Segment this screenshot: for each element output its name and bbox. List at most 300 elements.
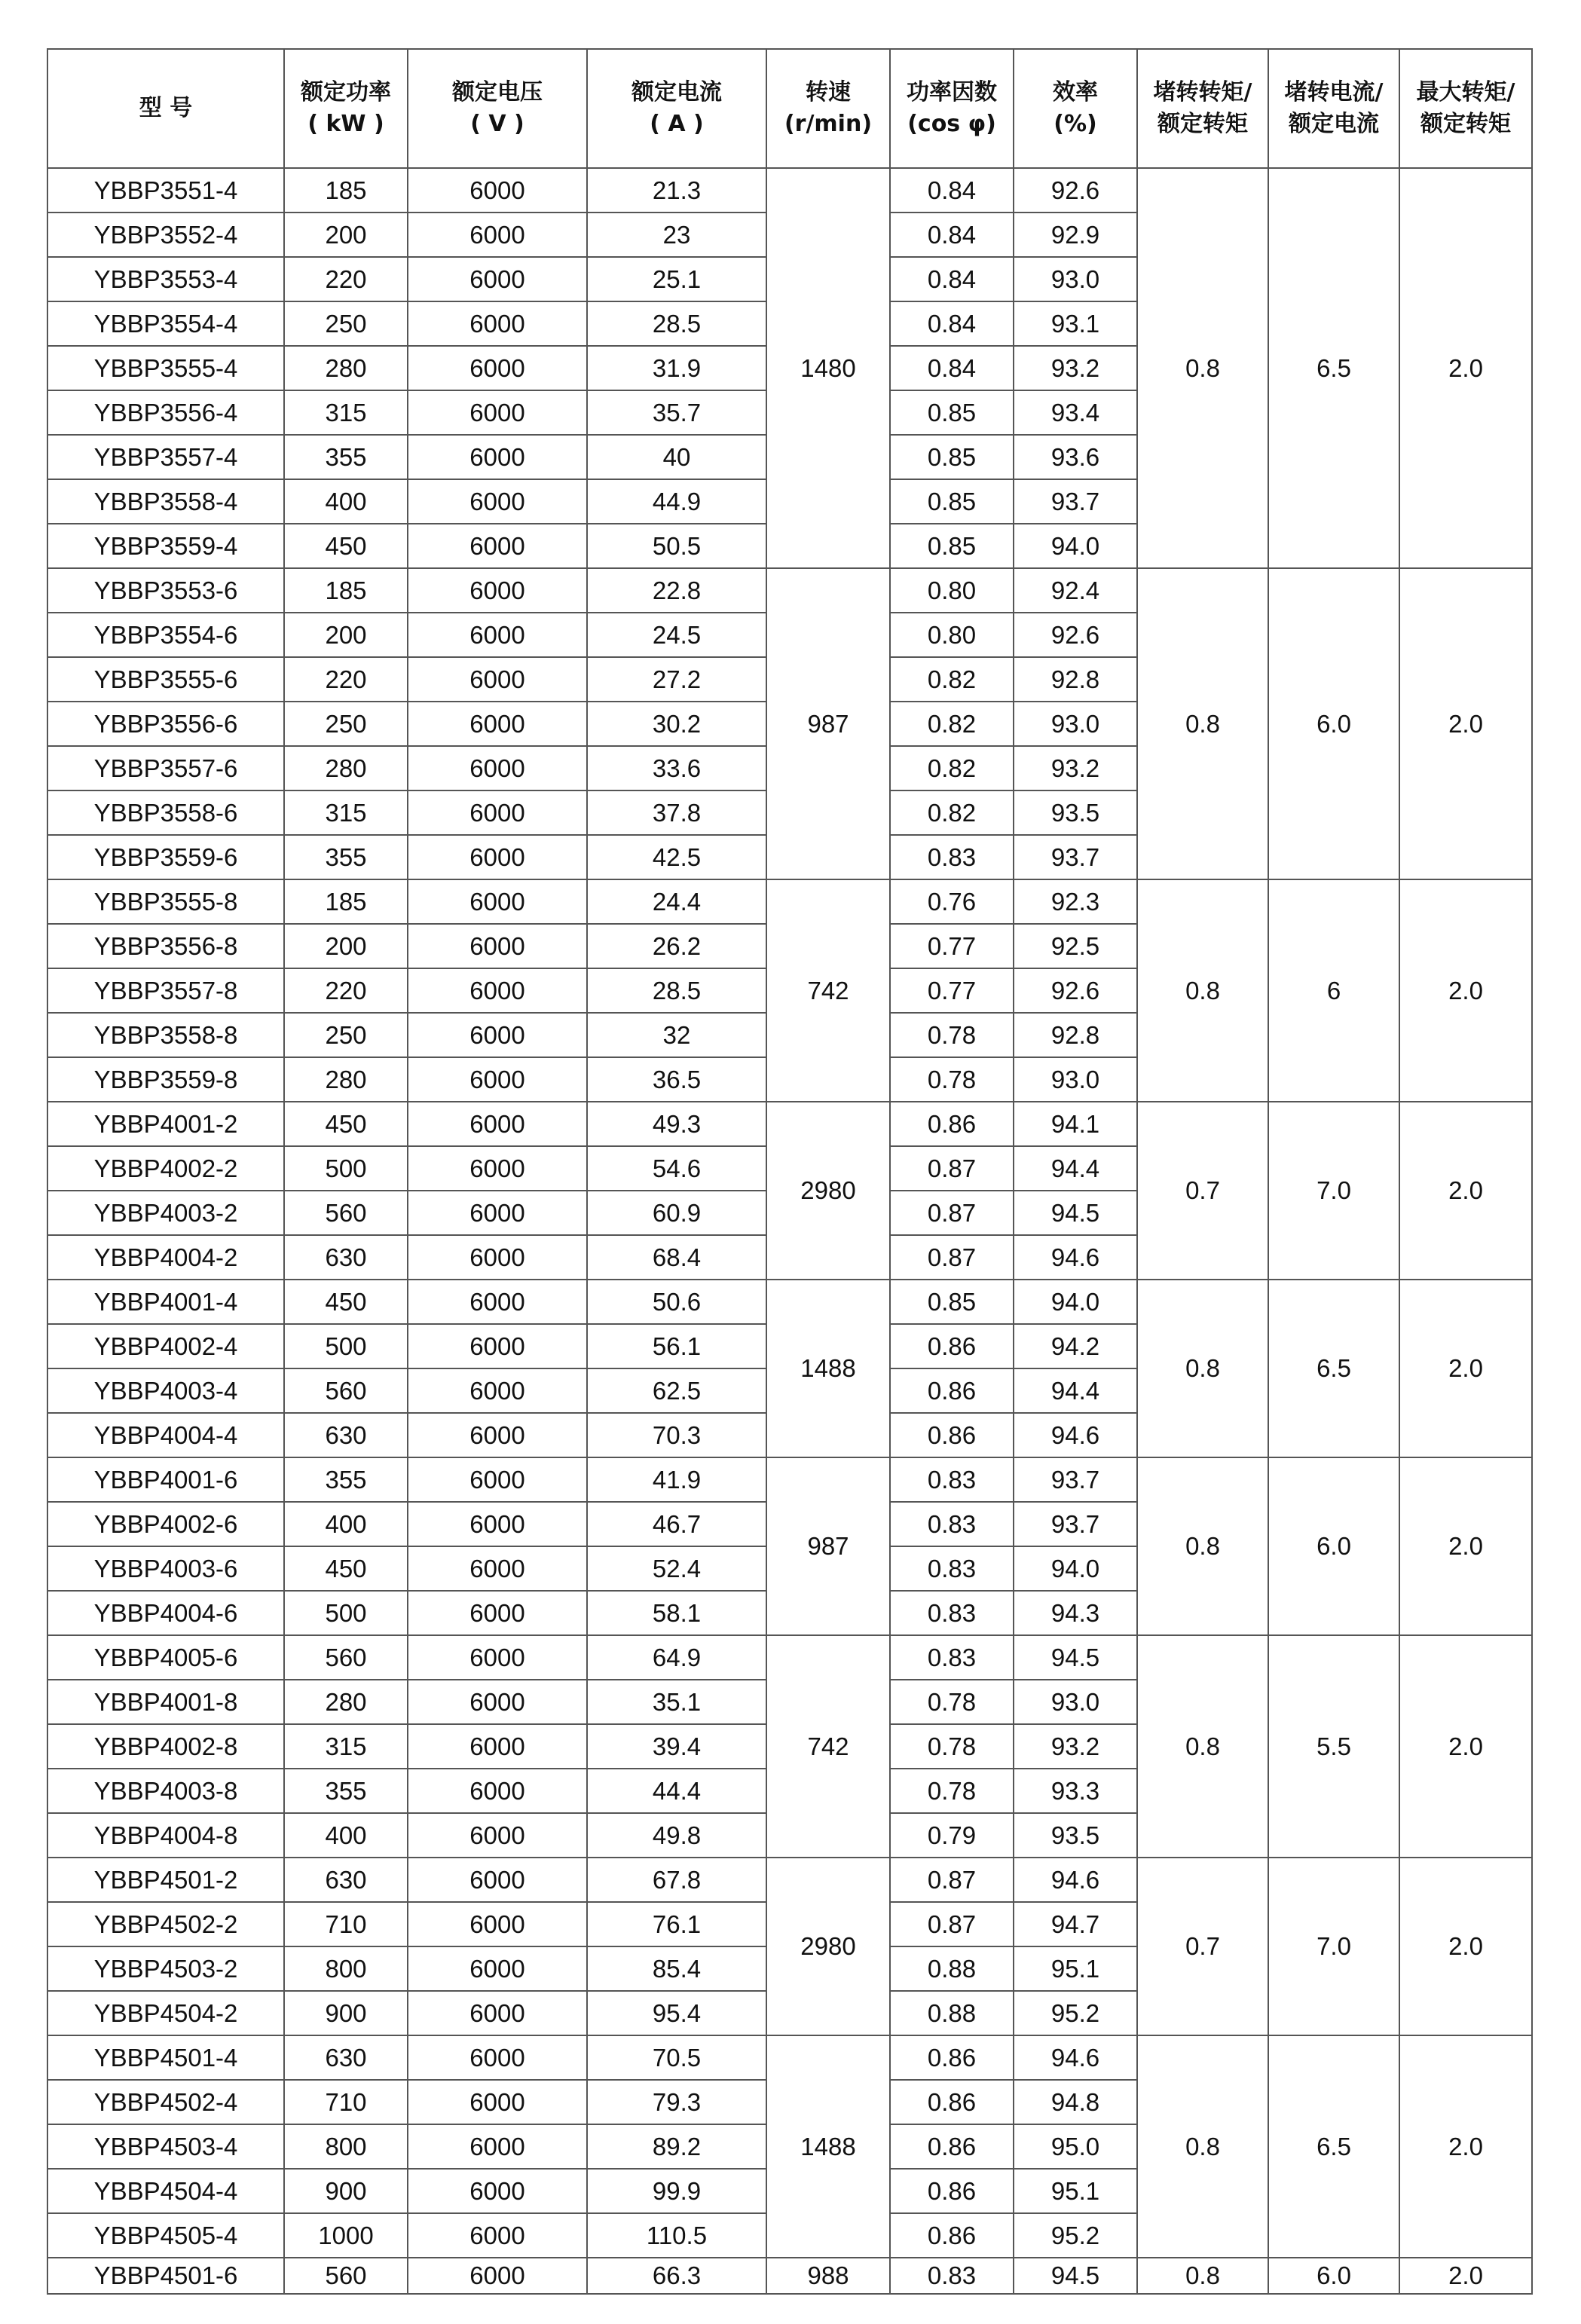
current-cell: 24.4 [587,879,766,924]
voltage-cell: 6000 [408,1146,587,1191]
model-cell: YBBP3558-8 [47,1013,284,1057]
header-cell-speed: 转速 (r/min) [766,49,890,168]
voltage-cell: 6000 [408,1946,587,1991]
power-cell: 185 [284,568,408,613]
voltage-cell: 6000 [408,346,587,390]
power-factor-cell: 0.80 [890,568,1014,613]
locked-current-ratio-cell: 6.0 [1268,568,1399,879]
power-cell: 450 [284,524,408,568]
power-factor-cell: 0.85 [890,524,1014,568]
efficiency-cell: 94.5 [1014,2258,1137,2294]
efficiency-cell: 92.3 [1014,879,1137,924]
current-cell: 37.8 [587,790,766,835]
current-cell: 33.6 [587,746,766,790]
voltage-cell: 6000 [408,702,587,746]
model-cell: YBBP4004-6 [47,1591,284,1635]
voltage-cell: 6000 [408,524,587,568]
current-cell: 50.5 [587,524,766,568]
efficiency-cell: 92.5 [1014,924,1137,968]
model-cell: YBBP3554-6 [47,613,284,657]
efficiency-cell: 94.6 [1014,1858,1137,1902]
power-factor-cell: 0.87 [890,1191,1014,1235]
voltage-cell: 6000 [408,1724,587,1769]
header-cell-locked-current-ratio: 堵转电流/ 额定电流 [1268,49,1399,168]
power-factor-cell: 0.84 [890,213,1014,257]
model-cell: YBBP4501-2 [47,1858,284,1902]
table-row [47,2035,1532,2080]
power-factor-cell: 0.84 [890,301,1014,346]
model-cell: YBBP3555-4 [47,346,284,390]
voltage-cell: 6000 [408,213,587,257]
model-cell: YBBP4002-6 [47,1502,284,1546]
power-factor-cell: 0.80 [890,613,1014,657]
current-cell: 95.4 [587,1991,766,2035]
power-factor-cell: 0.87 [890,1858,1014,1902]
voltage-cell: 6000 [408,1591,587,1635]
speed-cell: 2980 [766,1858,890,2035]
max-torque-ratio-cell: 2.0 [1399,1858,1532,2035]
current-cell: 46.7 [587,1502,766,1546]
power-cell: 400 [284,1813,408,1858]
max-torque-ratio-cell: 2.0 [1399,168,1532,568]
efficiency-cell: 92.6 [1014,613,1137,657]
voltage-cell: 6000 [408,1013,587,1057]
efficiency-cell: 93.4 [1014,390,1137,435]
power-cell: 355 [284,1769,408,1813]
voltage-cell: 6000 [408,1858,587,1902]
spec-sheet [47,48,1531,2295]
voltage-cell: 6000 [408,390,587,435]
efficiency-cell: 95.0 [1014,2124,1137,2169]
efficiency-cell: 93.1 [1014,301,1137,346]
model-cell: YBBP4504-4 [47,2169,284,2213]
model-cell: YBBP4005-6 [47,1635,284,1680]
speed-cell: 1488 [766,1280,890,1457]
power-factor-cell: 0.84 [890,257,1014,301]
model-cell: YBBP3559-6 [47,835,284,879]
locked-torque-ratio-cell: 0.8 [1137,168,1268,568]
efficiency-cell: 92.6 [1014,168,1137,213]
model-cell: YBBP4504-2 [47,1991,284,2035]
efficiency-cell: 94.5 [1014,1635,1137,1680]
power-cell: 280 [284,346,408,390]
power-factor-cell: 0.82 [890,657,1014,702]
power-factor-cell: 0.85 [890,1280,1014,1324]
power-factor-cell: 0.79 [890,1813,1014,1858]
max-torque-ratio-cell: 2.0 [1399,568,1532,879]
voltage-cell: 6000 [408,790,587,835]
efficiency-cell: 93.5 [1014,790,1137,835]
voltage-cell: 6000 [408,1057,587,1102]
current-cell: 36.5 [587,1057,766,1102]
power-cell: 800 [284,2124,408,2169]
current-cell: 60.9 [587,1191,766,1235]
current-cell: 24.5 [587,613,766,657]
current-cell: 26.2 [587,924,766,968]
efficiency-cell: 95.2 [1014,1991,1137,2035]
model-cell: YBBP3559-8 [47,1057,284,1102]
power-factor-cell: 0.86 [890,1368,1014,1413]
power-factor-cell: 0.83 [890,1591,1014,1635]
power-cell: 280 [284,1057,408,1102]
efficiency-cell: 94.3 [1014,1591,1137,1635]
model-cell: YBBP4003-2 [47,1191,284,1235]
power-factor-cell: 0.78 [890,1769,1014,1813]
model-cell: YBBP3556-8 [47,924,284,968]
max-torque-ratio-cell: 2.0 [1399,2035,1532,2258]
voltage-cell: 6000 [408,657,587,702]
voltage-cell: 6000 [408,435,587,479]
locked-current-ratio-cell: 6.0 [1268,2258,1399,2294]
power-cell: 315 [284,790,408,835]
model-cell: YBBP4002-4 [47,1324,284,1368]
model-cell: YBBP4503-4 [47,2124,284,2169]
model-cell: YBBP4502-4 [47,2080,284,2124]
max-torque-ratio-cell: 2.0 [1399,1102,1532,1280]
voltage-cell: 6000 [408,924,587,968]
power-factor-cell: 0.78 [890,1680,1014,1724]
model-cell: YBBP4001-2 [47,1102,284,1146]
power-cell: 450 [284,1102,408,1146]
locked-current-ratio-cell: 7.0 [1268,1858,1399,2035]
current-cell: 85.4 [587,1946,766,1991]
efficiency-cell: 92.6 [1014,968,1137,1013]
efficiency-cell: 93.0 [1014,257,1137,301]
power-factor-cell: 0.86 [890,2169,1014,2213]
voltage-cell: 6000 [408,1635,587,1680]
power-cell: 315 [284,390,408,435]
current-cell: 49.8 [587,1813,766,1858]
power-cell: 710 [284,1902,408,1946]
efficiency-cell: 93.2 [1014,1724,1137,1769]
voltage-cell: 6000 [408,1813,587,1858]
speed-cell: 1480 [766,168,890,568]
current-cell: 32 [587,1013,766,1057]
power-factor-cell: 0.77 [890,924,1014,968]
model-cell: YBBP4001-6 [47,1457,284,1502]
power-cell: 630 [284,1858,408,1902]
power-cell: 185 [284,168,408,213]
speed-cell: 742 [766,1635,890,1858]
current-cell: 35.1 [587,1680,766,1724]
voltage-cell: 6000 [408,2169,587,2213]
voltage-cell: 6000 [408,2213,587,2258]
voltage-cell: 6000 [408,301,587,346]
voltage-cell: 6000 [408,2080,587,2124]
power-factor-cell: 0.84 [890,346,1014,390]
efficiency-cell: 92.4 [1014,568,1137,613]
max-torque-ratio-cell: 2.0 [1399,1457,1532,1635]
power-cell: 900 [284,2169,408,2213]
power-factor-cell: 0.86 [890,2080,1014,2124]
max-torque-ratio-cell: 2.0 [1399,879,1532,1102]
voltage-cell: 6000 [408,568,587,613]
locked-torque-ratio-cell: 0.7 [1137,1102,1268,1280]
voltage-cell: 6000 [408,613,587,657]
header-cell-efficiency: 效率 (%) [1014,49,1137,168]
power-cell: 400 [284,1502,408,1546]
power-factor-cell: 0.86 [890,1413,1014,1457]
header-cell-locked-torque-ratio: 堵转转矩/ 额定转矩 [1137,49,1268,168]
voltage-cell: 6000 [408,1413,587,1457]
table-row [47,1858,1532,1902]
current-cell: 35.7 [587,390,766,435]
efficiency-cell: 94.4 [1014,1146,1137,1191]
model-cell: YBBP3557-6 [47,746,284,790]
current-cell: 70.5 [587,2035,766,2080]
model-cell: YBBP4004-2 [47,1235,284,1280]
header-row [47,49,1532,168]
current-cell: 58.1 [587,1591,766,1635]
voltage-cell: 6000 [408,835,587,879]
model-cell: YBBP4002-2 [47,1146,284,1191]
current-cell: 79.3 [587,2080,766,2124]
current-cell: 42.5 [587,835,766,879]
power-cell: 185 [284,879,408,924]
current-cell: 66.3 [587,2258,766,2294]
model-cell: YBBP3551-4 [47,168,284,213]
efficiency-cell: 94.0 [1014,524,1137,568]
efficiency-cell: 94.7 [1014,1902,1137,1946]
power-factor-cell: 0.77 [890,968,1014,1013]
locked-current-ratio-cell: 7.0 [1268,1102,1399,1280]
model-cell: YBBP3557-4 [47,435,284,479]
voltage-cell: 6000 [408,1680,587,1724]
table-row [47,1635,1532,1680]
voltage-cell: 6000 [408,1502,587,1546]
current-cell: 39.4 [587,1724,766,1769]
speed-cell: 987 [766,568,890,879]
power-factor-cell: 0.84 [890,168,1014,213]
current-cell: 110.5 [587,2213,766,2258]
model-cell: YBBP3552-4 [47,213,284,257]
power-factor-cell: 0.86 [890,1102,1014,1146]
voltage-cell: 6000 [408,1457,587,1502]
max-torque-ratio-cell: 2.0 [1399,2258,1532,2294]
efficiency-cell: 95.1 [1014,2169,1137,2213]
table-body [47,168,1532,2294]
table-row [47,1280,1532,1324]
power-factor-cell: 0.87 [890,1902,1014,1946]
model-cell: YBBP4003-6 [47,1546,284,1591]
power-cell: 450 [284,1546,408,1591]
power-factor-cell: 0.76 [890,879,1014,924]
power-cell: 560 [284,1368,408,1413]
voltage-cell: 6000 [408,1991,587,2035]
efficiency-cell: 94.2 [1014,1324,1137,1368]
efficiency-cell: 92.8 [1014,657,1137,702]
table-row [47,168,1532,213]
model-cell: YBBP4501-4 [47,2035,284,2080]
power-factor-cell: 0.82 [890,790,1014,835]
header-cell-voltage: 额定电压 ( V ) [408,49,587,168]
power-cell: 800 [284,1946,408,1991]
model-cell: YBBP3555-6 [47,657,284,702]
efficiency-cell: 94.0 [1014,1280,1137,1324]
efficiency-cell: 93.3 [1014,1769,1137,1813]
voltage-cell: 6000 [408,1235,587,1280]
voltage-cell: 6000 [408,1368,587,1413]
power-cell: 355 [284,1457,408,1502]
model-cell: YBBP3553-6 [47,568,284,613]
power-factor-cell: 0.83 [890,1502,1014,1546]
efficiency-cell: 93.5 [1014,1813,1137,1858]
current-cell: 40 [587,435,766,479]
locked-torque-ratio-cell: 0.8 [1137,879,1268,1102]
table-row [47,1457,1532,1502]
current-cell: 28.5 [587,968,766,1013]
power-cell: 710 [284,2080,408,2124]
current-cell: 27.2 [587,657,766,702]
efficiency-cell: 95.2 [1014,2213,1137,2258]
model-cell: YBBP3556-6 [47,702,284,746]
model-cell: YBBP3553-4 [47,257,284,301]
current-cell: 30.2 [587,702,766,746]
model-cell: YBBP3559-4 [47,524,284,568]
power-factor-cell: 0.87 [890,1235,1014,1280]
locked-torque-ratio-cell: 0.8 [1137,568,1268,879]
efficiency-cell: 93.7 [1014,1457,1137,1502]
table-row [47,2258,1532,2294]
current-cell: 89.2 [587,2124,766,2169]
voltage-cell: 6000 [408,257,587,301]
voltage-cell: 6000 [408,2258,587,2294]
power-cell: 500 [284,1324,408,1368]
header-cell-model: 型 号 [47,49,284,168]
efficiency-cell: 94.1 [1014,1102,1137,1146]
efficiency-cell: 94.6 [1014,1413,1137,1457]
power-factor-cell: 0.85 [890,390,1014,435]
power-cell: 220 [284,968,408,1013]
efficiency-cell: 94.0 [1014,1546,1137,1591]
power-factor-cell: 0.85 [890,479,1014,524]
model-cell: YBBP4503-2 [47,1946,284,1991]
current-cell: 76.1 [587,1902,766,1946]
efficiency-cell: 93.0 [1014,1680,1137,1724]
table-row [47,1102,1532,1146]
locked-current-ratio-cell: 6.5 [1268,168,1399,568]
efficiency-cell: 94.5 [1014,1191,1137,1235]
current-cell: 64.9 [587,1635,766,1680]
power-cell: 220 [284,657,408,702]
header-cell-power-factor: 功率因数 (cos φ) [890,49,1014,168]
current-cell: 21.3 [587,168,766,213]
power-cell: 355 [284,835,408,879]
efficiency-cell: 93.7 [1014,835,1137,879]
model-cell: YBBP4004-8 [47,1813,284,1858]
current-cell: 28.5 [587,301,766,346]
power-cell: 560 [284,2258,408,2294]
power-factor-cell: 0.78 [890,1724,1014,1769]
power-factor-cell: 0.82 [890,702,1014,746]
efficiency-cell: 94.6 [1014,1235,1137,1280]
current-cell: 25.1 [587,257,766,301]
efficiency-cell: 94.6 [1014,2035,1137,2080]
efficiency-cell: 94.8 [1014,2080,1137,2124]
model-cell: YBBP4004-4 [47,1413,284,1457]
model-cell: YBBP3554-4 [47,301,284,346]
model-cell: YBBP3558-4 [47,479,284,524]
current-cell: 70.3 [587,1413,766,1457]
power-factor-cell: 0.88 [890,1991,1014,2035]
power-cell: 560 [284,1635,408,1680]
max-torque-ratio-cell: 2.0 [1399,1635,1532,1858]
locked-torque-ratio-cell: 0.8 [1137,2258,1268,2294]
max-torque-ratio-cell: 2.0 [1399,1280,1532,1457]
locked-torque-ratio-cell: 0.8 [1137,1457,1268,1635]
efficiency-cell: 93.2 [1014,346,1137,390]
current-cell: 22.8 [587,568,766,613]
voltage-cell: 6000 [408,1324,587,1368]
power-factor-cell: 0.87 [890,1146,1014,1191]
power-factor-cell: 0.83 [890,2258,1014,2294]
voltage-cell: 6000 [408,168,587,213]
current-cell: 56.1 [587,1324,766,1368]
model-cell: YBBP4001-4 [47,1280,284,1324]
model-cell: YBBP4001-8 [47,1680,284,1724]
power-factor-cell: 0.83 [890,835,1014,879]
power-cell: 250 [284,301,408,346]
voltage-cell: 6000 [408,1902,587,1946]
voltage-cell: 6000 [408,1191,587,1235]
voltage-cell: 6000 [408,746,587,790]
speed-cell: 1488 [766,2035,890,2258]
efficiency-cell: 93.2 [1014,746,1137,790]
locked-current-ratio-cell: 6.0 [1268,1457,1399,1635]
power-cell: 630 [284,1235,408,1280]
power-factor-cell: 0.86 [890,2124,1014,2169]
header-cell-current: 额定电流 ( A ) [587,49,766,168]
current-cell: 50.6 [587,1280,766,1324]
current-cell: 41.9 [587,1457,766,1502]
model-cell: YBBP4002-8 [47,1724,284,1769]
power-cell: 220 [284,257,408,301]
efficiency-cell: 93.6 [1014,435,1137,479]
power-cell: 315 [284,1724,408,1769]
current-cell: 62.5 [587,1368,766,1413]
voltage-cell: 6000 [408,1280,587,1324]
current-cell: 31.9 [587,346,766,390]
efficiency-cell: 93.7 [1014,1502,1137,1546]
model-cell: YBBP4505-4 [47,2213,284,2258]
table-row [47,879,1532,924]
voltage-cell: 6000 [408,1769,587,1813]
power-cell: 630 [284,2035,408,2080]
efficiency-cell: 95.1 [1014,1946,1137,1991]
current-cell: 54.6 [587,1146,766,1191]
locked-current-ratio-cell: 5.5 [1268,1635,1399,1858]
efficiency-cell: 92.9 [1014,213,1137,257]
power-factor-cell: 0.86 [890,1324,1014,1368]
power-factor-cell: 0.86 [890,2213,1014,2258]
voltage-cell: 6000 [408,2035,587,2080]
current-cell: 99.9 [587,2169,766,2213]
power-cell: 280 [284,1680,408,1724]
efficiency-cell: 93.0 [1014,702,1137,746]
efficiency-cell: 92.8 [1014,1013,1137,1057]
model-cell: YBBP3558-6 [47,790,284,835]
efficiency-cell: 93.0 [1014,1057,1137,1102]
voltage-cell: 6000 [408,1546,587,1591]
speed-cell: 2980 [766,1102,890,1280]
current-cell: 49.3 [587,1102,766,1146]
power-cell: 200 [284,924,408,968]
voltage-cell: 6000 [408,879,587,924]
locked-torque-ratio-cell: 0.8 [1137,1635,1268,1858]
voltage-cell: 6000 [408,2124,587,2169]
locked-torque-ratio-cell: 0.8 [1137,2035,1268,2258]
current-cell: 68.4 [587,1235,766,1280]
